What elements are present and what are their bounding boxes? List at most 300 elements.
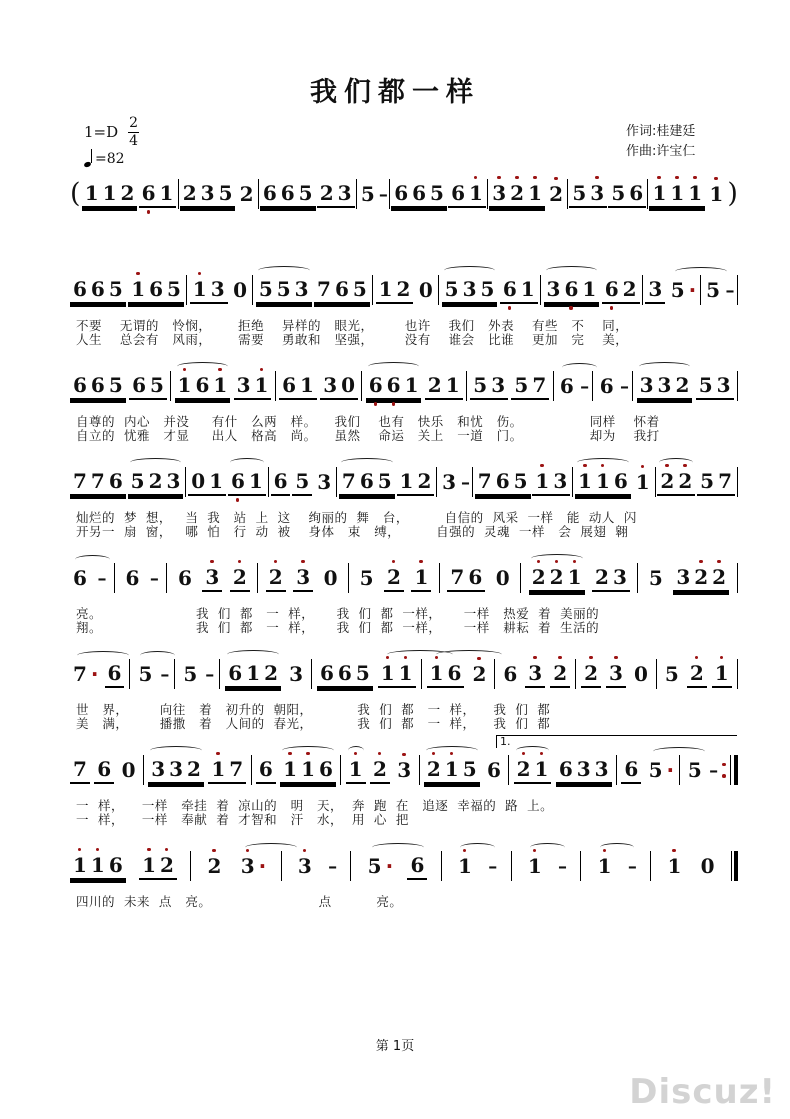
- note-group: [128, 469, 184, 496]
- note-group: [370, 757, 390, 784]
- note: 2: [582, 661, 600, 685]
- octave-dot-above: [583, 464, 587, 468]
- note: 1: [281, 757, 299, 781]
- note: 5: [108, 372, 123, 397]
- note: 5: [352, 276, 367, 301]
- barline: [540, 275, 541, 305]
- octave-dot-above: [540, 752, 544, 756]
- note: 1: [520, 276, 535, 301]
- key-signature: [84, 116, 139, 148]
- note: 0: [191, 468, 206, 493]
- note-group: [365, 854, 395, 879]
- note-group: [190, 277, 228, 304]
- note: 6: [149, 276, 164, 301]
- note: 3: [490, 181, 508, 205]
- note: 3: [337, 180, 352, 205]
- barline: [650, 851, 651, 881]
- note: 6: [282, 372, 297, 397]
- note: 1: [397, 661, 415, 685]
- note: 5: [360, 181, 375, 206]
- octave-dot-above: [435, 656, 439, 660]
- note: 1: [445, 372, 460, 397]
- duration-dash: –: [378, 183, 388, 205]
- note: 2: [182, 180, 197, 205]
- note-group: [266, 565, 286, 592]
- slur-arc: [436, 650, 502, 659]
- lyrics-row: 一 样， 一样 奉献 着 才智和 汗 水， 用 心 把: [76, 812, 409, 827]
- note-group: [129, 373, 167, 400]
- note-group: [500, 662, 520, 687]
- note: 1: [582, 276, 597, 301]
- note: 5: [572, 180, 587, 205]
- barline: [436, 467, 437, 497]
- note: 5: [648, 565, 663, 590]
- barline: [389, 179, 390, 209]
- octave-dot-above: [533, 656, 537, 660]
- note-group: [569, 181, 607, 208]
- note-group: [470, 373, 508, 400]
- note: 3: [317, 469, 332, 494]
- barline: [174, 659, 175, 689]
- note-group: [703, 278, 723, 303]
- note-group: [175, 566, 195, 591]
- octave-dot-above: [641, 465, 645, 469]
- barline-thick: [734, 755, 738, 785]
- octave-dot-above: [603, 849, 607, 853]
- note: 1: [412, 565, 430, 589]
- note: 2: [676, 469, 694, 493]
- octave-dot-above: [714, 177, 718, 181]
- note-group: [70, 566, 90, 591]
- note-group: [339, 469, 395, 496]
- note: 6: [337, 660, 352, 685]
- note-group: [529, 565, 585, 592]
- note: 1: [191, 277, 209, 301]
- note-group: [295, 854, 315, 879]
- note: 5: [480, 276, 495, 301]
- slur-arc: [675, 267, 727, 276]
- note: 5: [430, 180, 444, 205]
- octave-dot-above: [147, 848, 151, 852]
- note: 6: [280, 180, 295, 205]
- note: 5: [514, 372, 529, 397]
- note: 1: [686, 181, 704, 205]
- barline-thin: [731, 851, 733, 881]
- octave-dot-above: [288, 752, 292, 756]
- note: 5: [295, 468, 310, 493]
- note: 5: [276, 276, 291, 301]
- note-group: [621, 757, 641, 784]
- duration-dash: –: [149, 567, 159, 589]
- note: 1: [404, 372, 419, 397]
- barline: [487, 179, 488, 209]
- duration-dash: –: [558, 855, 568, 877]
- slur-arc: [368, 362, 420, 371]
- note-group: [597, 374, 617, 399]
- note: 1: [713, 661, 731, 685]
- note: 6: [319, 660, 334, 685]
- note-group: [317, 661, 373, 688]
- note-group: [407, 853, 427, 880]
- lyrics-row: 人生 总会有 风雨， 需要 勇敢和 坚强， 没有 谁会 比谁 更加 完 美，: [76, 332, 629, 347]
- music-line: [70, 752, 738, 788]
- note: 6: [195, 372, 210, 397]
- barline: [553, 371, 554, 401]
- note-group: [314, 470, 334, 495]
- note: 7: [73, 468, 87, 493]
- note-group: [595, 854, 615, 879]
- note-group: [608, 181, 646, 208]
- barline: [251, 755, 252, 785]
- note: 1: [399, 468, 414, 493]
- page-number: 第 1页: [375, 1039, 415, 1054]
- volta-label: 1.: [500, 735, 511, 748]
- octave-dot-above: [218, 368, 222, 372]
- note: 3: [594, 756, 609, 781]
- note: 3: [546, 276, 561, 301]
- note: 1: [665, 854, 683, 878]
- note-group: [202, 565, 222, 592]
- lyrics-row: 不要 无谓的 怜悯， 拒绝 异样的 眼光， 也许 我们 外表 有些 不 同，: [76, 318, 629, 333]
- note: 3: [576, 756, 591, 781]
- barline: [219, 659, 220, 689]
- barline: [275, 371, 276, 401]
- lyrics-row: 翔。 我 们 都 一 样， 我 们 都 一样， 一样 耕耘 着 生活的: [76, 620, 600, 635]
- note-group: [94, 757, 114, 784]
- octave-dot-above: [699, 560, 703, 564]
- note: 6: [629, 180, 644, 205]
- lyrics-row: 四川的 未来 点 亮。 点 亮。: [76, 894, 403, 909]
- barline: [472, 467, 473, 497]
- note-group: [649, 181, 705, 208]
- octave-dot-below: [392, 402, 396, 406]
- octave-dot-below: [236, 498, 240, 502]
- note: 6: [73, 372, 87, 397]
- octave-dot-above: [477, 657, 481, 661]
- barline: [257, 563, 258, 593]
- note: 3: [210, 276, 225, 301]
- note: 3: [236, 372, 251, 397]
- octave-dot-below: [569, 306, 573, 310]
- octave-dot-above: [555, 560, 559, 564]
- time-signature-bottom: 4: [129, 132, 139, 149]
- note: 0: [341, 372, 356, 397]
- note: 3: [553, 468, 568, 493]
- duration-dash: –: [460, 471, 470, 493]
- note-group: [286, 662, 306, 687]
- barline: [642, 275, 643, 305]
- slur-arc: [140, 651, 175, 660]
- octave-dot-above: [589, 656, 593, 660]
- note: 1: [443, 757, 461, 781]
- note-group: [384, 565, 404, 592]
- note: 2: [551, 661, 569, 685]
- barline: [520, 563, 521, 593]
- note: 5: [108, 276, 123, 301]
- note: 2: [239, 181, 254, 206]
- music-line: [70, 176, 738, 212]
- note-group: [70, 277, 126, 304]
- note: 3: [491, 372, 506, 397]
- octave-dot-above: [210, 560, 214, 564]
- note: 5: [664, 661, 679, 686]
- note-group: [180, 662, 200, 687]
- octave-dot-above: [695, 656, 699, 660]
- note-group: [238, 854, 268, 879]
- note-group: [317, 181, 355, 208]
- note: 6: [258, 756, 273, 781]
- octave-dot-above: [595, 176, 599, 180]
- octave-dot-above: [378, 752, 382, 756]
- note: 1: [253, 373, 271, 397]
- octave-dot-above: [404, 656, 408, 660]
- note: 1: [467, 181, 485, 205]
- octave-dot-above: [419, 560, 423, 564]
- note: 6: [613, 468, 628, 493]
- note: 6: [177, 565, 192, 590]
- note: 6: [229, 469, 247, 493]
- note: 1: [209, 757, 227, 781]
- note: 3: [169, 756, 184, 781]
- note: 1: [71, 853, 89, 877]
- octave-dot-above: [675, 176, 679, 180]
- note: 1: [102, 180, 117, 205]
- note-group: [712, 661, 732, 688]
- note: 6: [319, 756, 333, 781]
- note: 6: [108, 852, 123, 877]
- barline: [281, 851, 282, 881]
- repeat-end-barline: [722, 755, 738, 785]
- augmentation-dot: ·: [90, 661, 99, 686]
- slur-arc: [130, 458, 182, 467]
- note: 1: [566, 565, 584, 589]
- song-title: 我们都一样: [310, 77, 480, 108]
- note-group: [606, 661, 626, 688]
- barline: [632, 371, 633, 401]
- note-group: [180, 181, 236, 208]
- note: 7: [90, 468, 105, 493]
- barline: [637, 563, 638, 593]
- octave-dot-above: [665, 464, 669, 468]
- note: 2: [206, 854, 224, 878]
- note: 2: [688, 661, 706, 685]
- octave-dot-above: [212, 849, 216, 853]
- note-group: [122, 566, 142, 591]
- note-group: [366, 373, 422, 400]
- duration-dash: –: [725, 279, 735, 301]
- music-line: [70, 368, 738, 404]
- note: 6: [125, 565, 140, 590]
- note-group: [646, 566, 666, 591]
- note-group: [425, 373, 463, 400]
- barline: [700, 275, 701, 305]
- note: 6: [559, 373, 574, 398]
- note: 6: [140, 181, 158, 205]
- note-group: [376, 277, 414, 304]
- note-group: [128, 277, 184, 304]
- note-group: [427, 661, 465, 688]
- note-group: [500, 277, 538, 304]
- note: 5: [150, 372, 164, 397]
- note-group: [391, 181, 447, 208]
- note: 6: [603, 277, 621, 301]
- note: 1: [347, 757, 365, 781]
- octave-dot-above: [720, 656, 724, 660]
- note: 5: [611, 180, 626, 205]
- lyrics-row: 世 界， 向往 着 初升的 朝阳， 我 们 都 一 样， 我 们 都: [76, 702, 551, 717]
- note: 6: [90, 372, 105, 397]
- note: 7: [229, 756, 244, 781]
- note: 3: [462, 276, 477, 301]
- note: 1: [299, 757, 317, 781]
- note: 1: [596, 854, 614, 878]
- octave-dot-below: [147, 210, 151, 214]
- note-group: [70, 757, 90, 784]
- note-group: [416, 278, 436, 303]
- octave-dot-above: [198, 272, 202, 276]
- note: 6: [562, 277, 580, 301]
- slur-arc: [444, 266, 496, 275]
- note: 3: [588, 181, 606, 205]
- note: 2: [508, 181, 526, 205]
- lyrics-row: 一 样， 一样 牵挂 着 凉山的 明 天， 奔 跑 在 追逐 幸福的 路 上。: [76, 798, 554, 813]
- note: 2: [692, 565, 710, 589]
- note: 3: [607, 661, 625, 685]
- slur-arc: [562, 363, 597, 372]
- quarter-note-icon: [84, 149, 94, 167]
- note: 2: [530, 565, 548, 589]
- octave-dot-above: [260, 368, 264, 372]
- note-group: [358, 182, 378, 207]
- augmentation-dot: ·: [688, 277, 697, 302]
- note-group: [696, 373, 734, 400]
- lyrics-row: 开另一 扇 窗， 哪 怕 行 动 被 身体 束 缚， 自强的 灵魂 一样 会 展翅 翱: [76, 524, 629, 539]
- note: 2: [515, 757, 533, 781]
- octave-dot-above: [354, 752, 358, 756]
- barline-thin: [730, 755, 732, 785]
- barline: [340, 755, 341, 785]
- note: 5: [258, 276, 273, 301]
- note-group: [646, 758, 676, 783]
- note-group: [633, 470, 653, 495]
- slur-arc: [341, 458, 393, 467]
- note: 6: [503, 661, 518, 686]
- duration-dash: –: [580, 375, 590, 397]
- note-group: [70, 662, 100, 687]
- note: 1: [526, 854, 544, 878]
- note-group: [256, 277, 312, 304]
- note-group: [697, 469, 735, 496]
- note-group: [397, 469, 435, 496]
- note: 2: [675, 372, 690, 397]
- lyrics-row: 美 满， 播撒 着 人间的 春光， 我 们 都 一 样， 我 们 都: [76, 716, 551, 731]
- note: 1: [140, 853, 158, 877]
- note: 1: [248, 468, 263, 493]
- note: 5: [513, 468, 528, 493]
- note: 5: [359, 565, 374, 590]
- note-group: [546, 182, 566, 207]
- note-group: [673, 565, 729, 592]
- note: 6: [97, 756, 112, 781]
- note: 3: [442, 469, 457, 494]
- octave-dot-above: [693, 176, 697, 180]
- note-group: [698, 854, 718, 879]
- barline: [737, 275, 738, 305]
- note: 6: [558, 756, 573, 781]
- note: 5: [298, 180, 313, 205]
- note-group: [664, 854, 684, 879]
- note: 5: [473, 372, 488, 397]
- note: 5: [377, 468, 392, 493]
- note: 6: [451, 180, 466, 205]
- volta-bracket: [496, 735, 737, 748]
- barline: [508, 755, 509, 785]
- slur-arc: [639, 362, 691, 371]
- note: 3: [648, 276, 663, 301]
- duration-dash: –: [488, 855, 498, 877]
- final-barline: [731, 851, 738, 881]
- note-group: [188, 469, 226, 496]
- barline: [166, 563, 167, 593]
- note-group: [346, 757, 366, 784]
- barline: [114, 563, 115, 593]
- note: 2: [658, 469, 676, 493]
- note: 2: [547, 182, 565, 206]
- augmentation-dot: ·: [666, 757, 675, 782]
- note-group: [70, 853, 126, 880]
- note-group: [139, 853, 177, 880]
- discuz-watermark: Discuz!: [629, 1072, 776, 1112]
- octave-dot-below: [610, 306, 614, 310]
- note: 3: [289, 661, 303, 686]
- note: 2: [120, 180, 135, 205]
- barline: [419, 755, 420, 785]
- note: 6: [73, 276, 87, 301]
- note: 7: [73, 661, 87, 686]
- note-group: [581, 661, 601, 688]
- note-group: [637, 373, 693, 400]
- note: 5: [648, 757, 663, 782]
- note-group: [357, 566, 377, 591]
- barline: [575, 659, 576, 689]
- note: 0: [121, 757, 136, 782]
- note: 1: [668, 181, 686, 205]
- note: 2: [264, 660, 279, 685]
- note-group: [455, 854, 475, 879]
- note-group: [439, 470, 459, 495]
- note: 2: [319, 180, 334, 205]
- note-group: [208, 757, 246, 784]
- barline: [178, 179, 179, 209]
- lyrics-row: 自尊的 内心 并没 有什 么两 样。 我们 也有 快乐 和忧 伤。 同样 怀着: [76, 414, 660, 429]
- note: 3: [612, 564, 627, 589]
- note: 5: [167, 276, 181, 301]
- barline: [361, 371, 362, 401]
- note: 1: [300, 372, 314, 397]
- barline: [129, 659, 130, 689]
- note-group: [225, 661, 281, 688]
- barline: [580, 851, 581, 881]
- note: 1: [428, 661, 446, 685]
- barline: [258, 179, 259, 209]
- note: 2: [622, 276, 637, 301]
- note-group: [544, 277, 600, 304]
- note-group: [135, 662, 155, 687]
- note-group: [556, 757, 612, 784]
- time-signature: [128, 116, 139, 148]
- barline: [438, 275, 439, 305]
- barline: [348, 563, 349, 593]
